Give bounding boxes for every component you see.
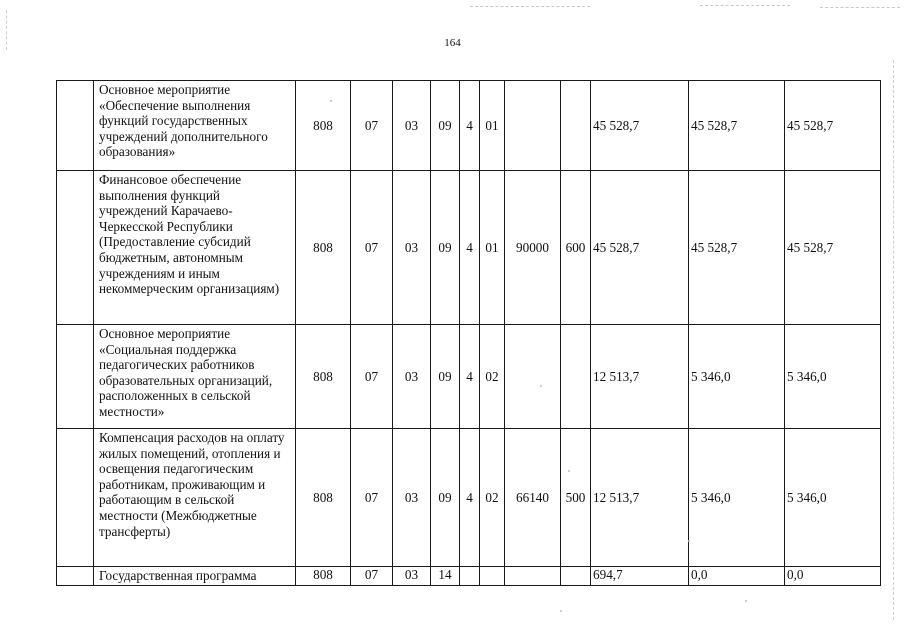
subsection-code: 03: [393, 325, 431, 429]
table-row: [57, 171, 881, 325]
scan-speck: [330, 100, 332, 102]
amount-1: 12 513,7: [591, 429, 689, 567]
direction-code: [505, 567, 561, 586]
amount-3: 45 528,7: [785, 171, 881, 325]
ministry-code: 808: [296, 81, 351, 171]
row-name: Финансовое обеспечение выполнения функций учреждений Карачаево-Черкесской Республики (Предоставление субсидий бюджетным, автономным учреждениям и иным некоммерческим организациям): [94, 171, 296, 325]
table-row: [57, 567, 881, 586]
row-name: Основное мероприятие «Обеспечение выполнения функций государственных учреждений дополнительного образования»: [94, 81, 296, 171]
row-index-cell: [57, 325, 94, 429]
section-code: 07: [351, 429, 393, 567]
amount-3: 5 346,0: [785, 325, 881, 429]
amount-1: 45 528,7: [591, 171, 689, 325]
program-code: 09: [431, 171, 460, 325]
section-code: 07: [351, 325, 393, 429]
subsection-code: 03: [393, 429, 431, 567]
scan-artifact-line: [470, 6, 590, 7]
row-name: Компенсация расходов на оплату жилых помещений, отопления и освещения педагогическим работникам, проживающим и работающим в сельской местности (Межбюджетные трансферты): [94, 429, 296, 567]
direction-code: [505, 325, 561, 429]
scan-speck: [568, 470, 570, 472]
row-index-cell: [57, 171, 94, 325]
amount-1: 45 528,7: [591, 81, 689, 171]
section-code: 07: [351, 81, 393, 171]
row-index-cell: [57, 567, 94, 586]
ministry-code: 808: [296, 567, 351, 586]
amount-2: 45 528,7: [689, 171, 785, 325]
row-index-cell: [57, 429, 94, 567]
event-code: 01: [480, 81, 505, 171]
subprogram-code: 4: [460, 429, 480, 567]
scan-speck: [560, 610, 562, 612]
amount-2: 5 346,0: [689, 429, 785, 567]
direction-code: [505, 81, 561, 171]
event-code: 02: [480, 429, 505, 567]
section-code: 07: [351, 567, 393, 586]
expense-type-code: [561, 567, 591, 586]
program-code: 09: [431, 81, 460, 171]
subsection-code: 03: [393, 81, 431, 171]
ministry-code: 808: [296, 325, 351, 429]
direction-code: 90000: [505, 171, 561, 325]
scan-speck: [745, 600, 747, 602]
subprogram-code: [460, 567, 480, 586]
amount-2: 5 346,0: [689, 325, 785, 429]
budget-table: [56, 80, 881, 586]
ministry-code: 808: [296, 171, 351, 325]
subprogram-code: 4: [460, 325, 480, 429]
scan-artifact-line: [700, 5, 790, 6]
expense-type-code: [561, 325, 591, 429]
program-code: 09: [431, 325, 460, 429]
program-code: 09: [431, 429, 460, 567]
row-name: Основное мероприятие «Социальная поддержка педагогических работников образовательных организаций, расположенных в сельской местности»: [94, 325, 296, 429]
ministry-code: 808: [296, 429, 351, 567]
subprogram-code: 4: [460, 171, 480, 325]
table-row: [57, 429, 881, 567]
event-code: 02: [480, 325, 505, 429]
amount-2: 45 528,7: [689, 81, 785, 171]
amount-3: 45 528,7: [785, 81, 881, 171]
table-row: [57, 325, 881, 429]
expense-type-code: 600: [561, 171, 591, 325]
row-index-cell: [57, 81, 94, 171]
section-code: 07: [351, 171, 393, 325]
scan-speck: [688, 540, 690, 542]
event-code: [480, 567, 505, 586]
scan-speck: [540, 385, 542, 387]
expense-type-code: 500: [561, 429, 591, 567]
expense-type-code: [561, 81, 591, 171]
row-name: Государственная программа: [94, 567, 296, 586]
program-code: 14: [431, 567, 460, 586]
direction-code: 66140: [505, 429, 561, 567]
subprogram-code: 4: [460, 81, 480, 171]
amount-3: 0,0: [785, 567, 881, 586]
amount-1: 12 513,7: [591, 325, 689, 429]
subsection-code: 03: [393, 171, 431, 325]
scan-artifact-line: [820, 7, 900, 8]
event-code: 01: [480, 171, 505, 325]
amount-3: 5 346,0: [785, 429, 881, 567]
amount-1: 694,7: [591, 567, 689, 586]
amount-2: 0,0: [689, 567, 785, 586]
table-row: [57, 81, 881, 171]
subsection-code: 03: [393, 567, 431, 586]
page-number: 164: [444, 37, 461, 49]
scan-artifact-line: [893, 60, 894, 620]
